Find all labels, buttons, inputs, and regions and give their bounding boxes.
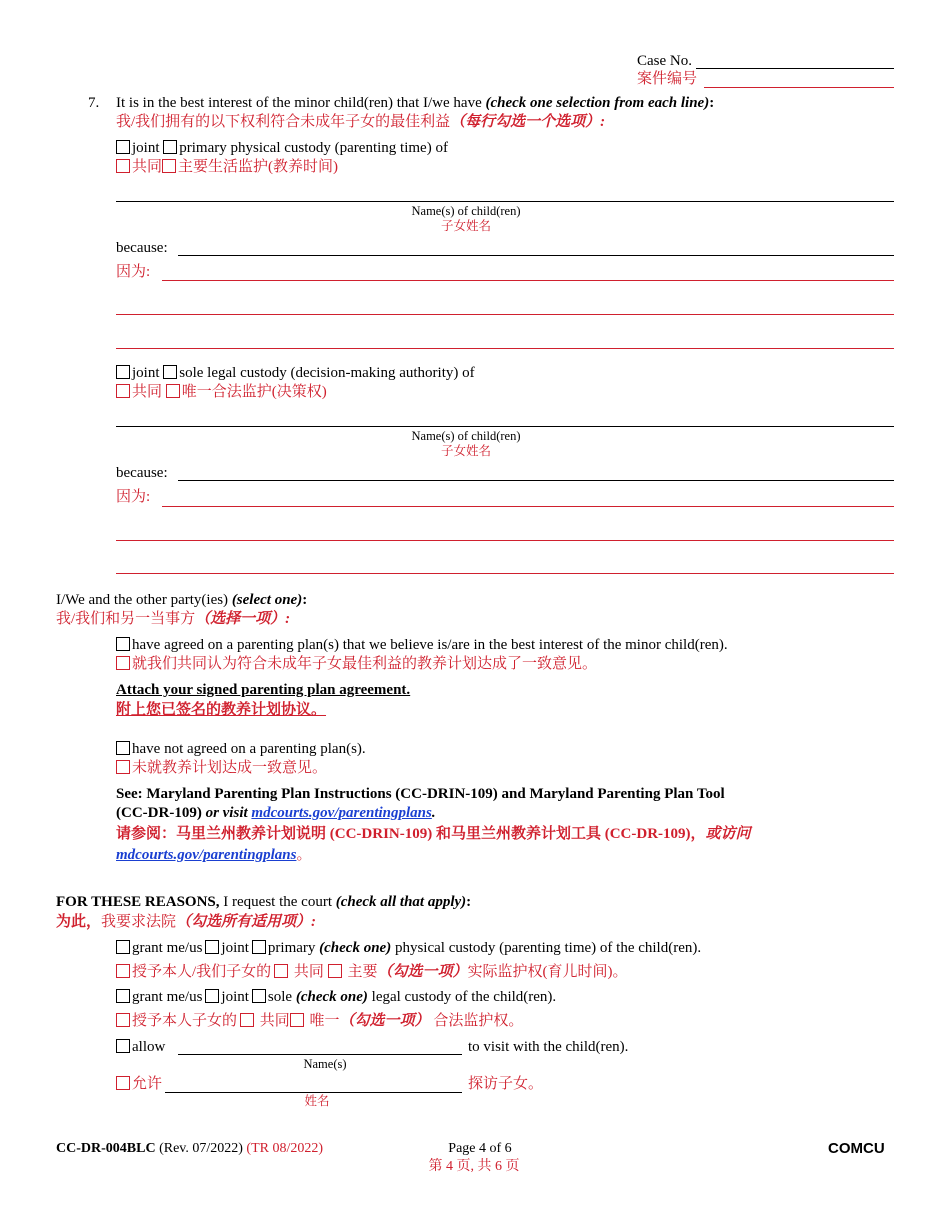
see-instructions-line1: See: Maryland Parenting Plan Instructions (CC-DRIN-109) and Maryland Parenting Plan Tool <box>116 786 725 802</box>
reason-visit-rest: to visit with the child(ren). <box>468 1039 629 1055</box>
reason-legal-grant-checkbox[interactable] <box>116 989 130 1003</box>
legal-because-label-zh: 因为: <box>116 489 151 505</box>
legal-joint-checkbox[interactable] <box>116 365 130 379</box>
reason-physical-primary-checkbox[interactable] <box>252 940 266 954</box>
reason-legal-sole-checkbox-zh[interactable] <box>290 1013 304 1027</box>
reason-physical: grant me/us joint primary (check one) physical custody (parenting time) of the child(ren). <box>116 939 701 957</box>
legal-children-names-caption: Name(s) of child(ren) <box>411 429 521 443</box>
reason-physical-joint-checkbox-zh[interactable] <box>274 964 288 978</box>
parenting-plans-link[interactable]: mdcourts.gov/parentingplans <box>251 805 432 821</box>
physical-joint-checkbox[interactable] <box>116 140 130 154</box>
physical-primary-checkbox-zh[interactable] <box>162 159 176 173</box>
visitor-names-caption-zh: 姓名 <box>304 1094 330 1108</box>
reason-physical-primary-checkbox-zh[interactable] <box>328 964 342 978</box>
see-instructions-line2-zh: mdcourts.gov/parentingplans。 <box>116 847 312 863</box>
agreed-checkbox[interactable] <box>116 637 130 651</box>
legal-because-line-zh[interactable] <box>162 506 894 507</box>
physical-children-names-field[interactable] <box>116 201 894 202</box>
form-code: COMCU <box>828 1140 885 1157</box>
reason-legal: grant me/us joint sole (check one) legal custody of the child(ren). <box>116 988 556 1006</box>
see-instructions-line1-zh: 请参阅：马里兰州教养计划说明 (CC-DRIN-109) 和马里兰州教养计划工具 (CC-DR-109)，或访问 <box>116 826 751 842</box>
visitor-names-caption: Name(s) <box>303 1057 347 1071</box>
reason-legal-joint-checkbox[interactable] <box>205 989 219 1003</box>
not-agreed-checkbox-zh[interactable] <box>116 760 130 774</box>
item7-intro: It is in the best interest of the minor child(ren) that I/we have (check one selection from each line): <box>116 95 715 111</box>
reason-physical-zh: 授予本人/我们子女的 共同 主要（勾选一项）实际监护权(育儿时间)。 <box>116 963 627 981</box>
reason-visit-zh: 允许 <box>116 1075 162 1093</box>
reason-physical-grant-checkbox[interactable] <box>116 940 130 954</box>
physical-custody-line: joint primary physical custody (parenting time) of <box>116 139 448 157</box>
physical-because-line-2[interactable] <box>116 314 894 315</box>
legal-sole-checkbox[interactable] <box>163 365 177 379</box>
reason-physical-grant-checkbox-zh[interactable] <box>116 964 130 978</box>
reason-legal-joint-checkbox-zh[interactable] <box>240 1013 254 1027</box>
physical-because-label: because: <box>116 240 168 256</box>
parties-intro: I/We and the other party(ies) (select one): <box>56 592 308 608</box>
reasons-intro-zh: 为此，我要求法院（勾选所有适用项）: <box>56 914 317 930</box>
physical-joint-checkbox-zh[interactable] <box>116 159 130 173</box>
legal-because-label: because: <box>116 465 168 481</box>
agreed-checkbox-zh[interactable] <box>116 656 130 670</box>
case-no-field[interactable] <box>696 68 894 69</box>
not-agreed-option-zh: 未就教养计划达成一致意见。 <box>116 759 327 777</box>
legal-custody-line-zh: 共同 唯一合法监护(决策权) <box>116 383 327 401</box>
legal-custody-line: joint sole legal custody (decision-making authority) of <box>116 364 475 382</box>
legal-because-line-2[interactable] <box>116 540 894 541</box>
not-agreed-checkbox[interactable] <box>116 741 130 755</box>
reason-legal-grant-checkbox-zh[interactable] <box>116 1013 130 1027</box>
physical-children-names-caption-zh: 子女姓名 <box>440 219 491 233</box>
physical-primary-checkbox[interactable] <box>163 140 177 154</box>
physical-children-names-caption: Name(s) of child(ren) <box>411 204 521 218</box>
case-no-label-zh: 案件编号 <box>637 71 698 87</box>
case-no-label: Case No. <box>637 53 692 69</box>
reason-legal-zh: 授予本人子女的 共同 唯一（勾选一项） 合法监护权。 <box>116 1012 523 1030</box>
visitor-names-field[interactable] <box>178 1054 462 1055</box>
legal-because-line-3[interactable] <box>116 573 894 574</box>
physical-because-line-3[interactable] <box>116 348 894 349</box>
attach-instruction: Attach your signed parenting plan agreement. <box>116 682 411 698</box>
visitor-names-field-zh[interactable] <box>165 1092 462 1093</box>
parenting-plans-link-zh[interactable]: mdcourts.gov/parentingplans <box>116 847 297 863</box>
item7-number: 7. <box>88 95 100 111</box>
legal-children-names-field[interactable] <box>116 426 894 427</box>
reason-visit-checkbox[interactable] <box>116 1039 130 1053</box>
legal-because-field[interactable] <box>178 480 894 481</box>
physical-because-label-zh: 因为: <box>116 264 151 280</box>
parties-intro-zh: 我/我们和另一当事方（选择一项）: <box>56 611 291 627</box>
case-no-field-zh-line <box>704 87 894 88</box>
physical-custody-line-zh: 共同 主要生活监护(教养时间) <box>116 158 338 176</box>
see-instructions-line2: (CC-DR-109) or visit mdcourts.gov/parentingplans. <box>116 805 436 821</box>
physical-because-field[interactable] <box>178 255 894 256</box>
legal-children-names-caption-zh: 子女姓名 <box>440 444 491 458</box>
agreed-option: have agreed on a parenting plan(s) that we believe is/are in the best interest of the minor child(ren). <box>116 636 728 654</box>
reason-visit-rest-zh: 探访子女。 <box>468 1076 544 1092</box>
not-agreed-option: have not agreed on a parenting plan(s). <box>116 740 366 758</box>
page-number-zh: 第 4 页, 共 6 页 <box>428 1159 520 1174</box>
reason-visit-checkbox-zh[interactable] <box>116 1076 130 1090</box>
physical-because-line-zh[interactable] <box>162 280 894 281</box>
attach-instruction-zh: 附上您已签名的教养计划协议。 <box>116 702 327 718</box>
reason-visit: allow <box>116 1038 165 1056</box>
reason-legal-sole-checkbox[interactable] <box>252 989 266 1003</box>
form-id: CC-DR-004BLC (Rev. 07/2022) (TR 08/2022) <box>56 1141 324 1156</box>
item7-intro-zh: 我/我们拥有的以下权利符合未成年子女的最佳利益（每行勾选一个选项）: <box>116 114 606 130</box>
reasons-intro: FOR THESE REASONS, I request the court (check all that apply): <box>56 894 472 910</box>
agreed-option-zh: 就我们共同认为符合未成年子女最佳利益的教养计划达成了一致意见。 <box>116 655 597 673</box>
legal-joint-checkbox-zh[interactable] <box>116 384 130 398</box>
page-number: Page 4 of 6 <box>448 1141 512 1156</box>
reason-physical-joint-checkbox[interactable] <box>205 940 219 954</box>
legal-sole-checkbox-zh[interactable] <box>166 384 180 398</box>
